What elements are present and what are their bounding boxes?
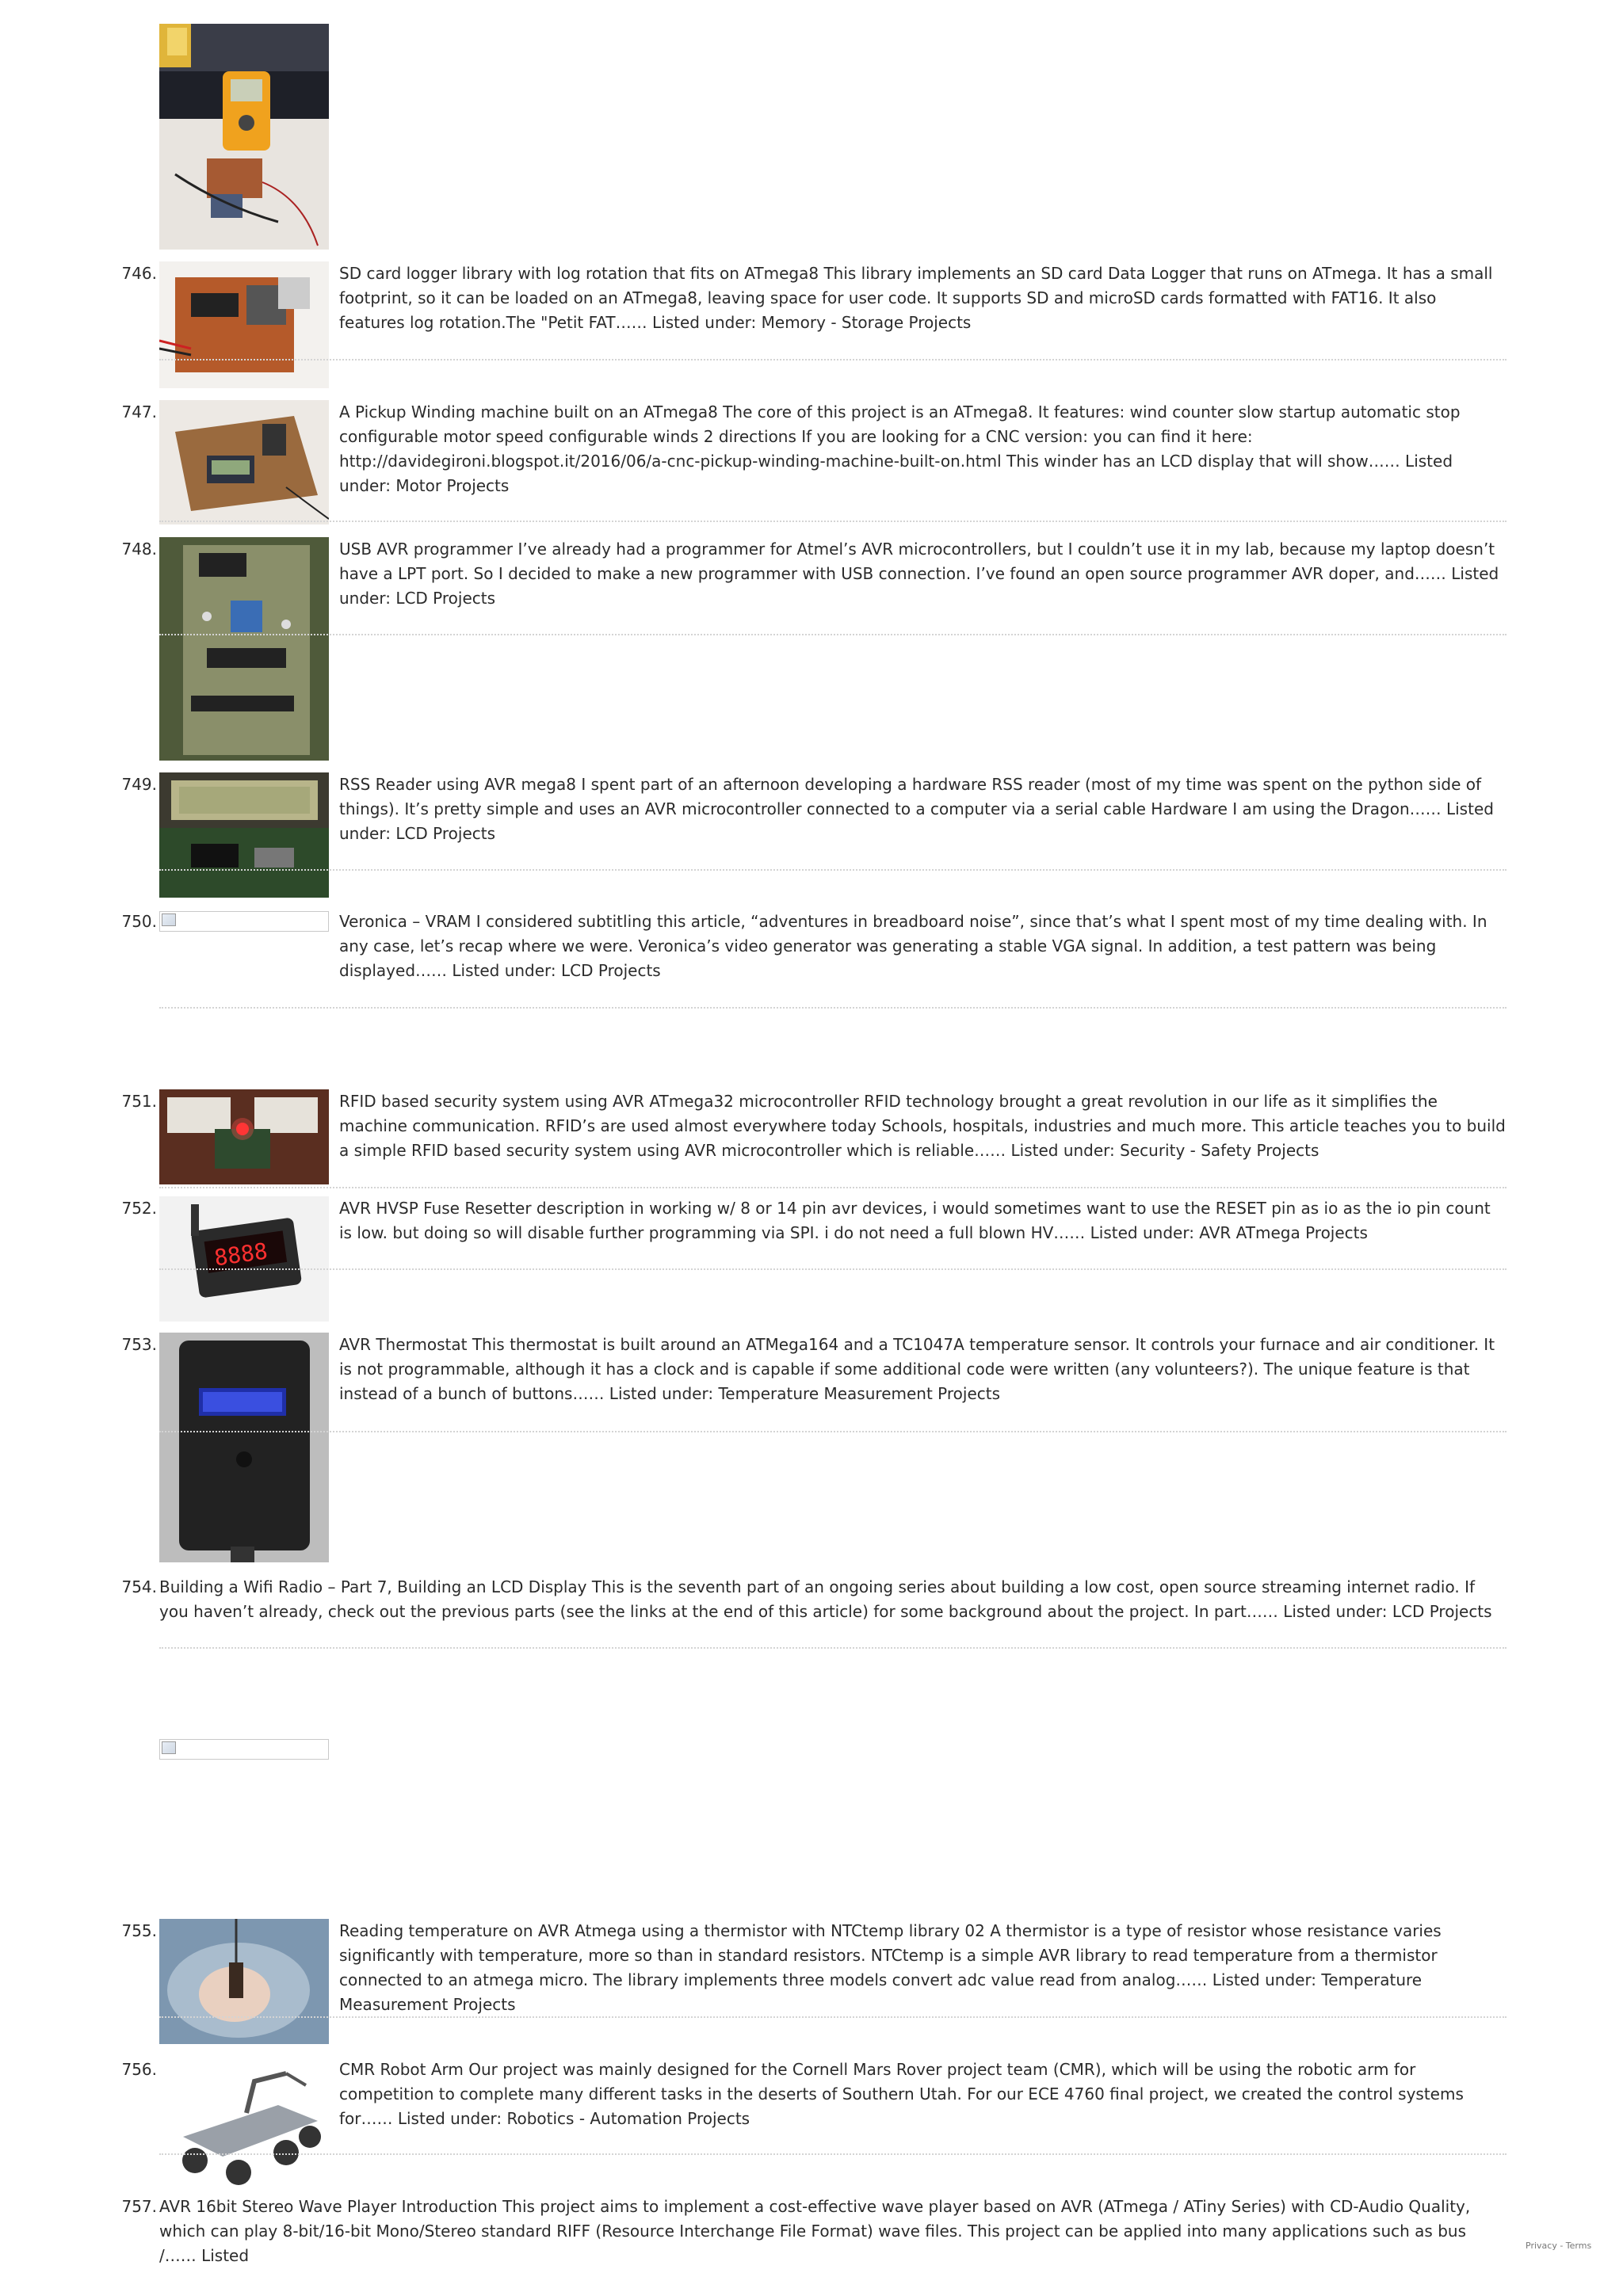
item-number: 751.: [121, 1092, 157, 1111]
item-description: Building a Wifi Radio – Part 7, Building an LCD Display This is the seventh part of an ongoing series about building a low cost, open source streaming internet radio. If you haven’t already, check out the previous parts (see the links at the end of this article) for some background about the project. In part…… Listed under: LCD Projects: [159, 1577, 1492, 1621]
multimeter-circuit-photo[interactable]: [159, 24, 329, 250]
item-number: 754.: [121, 1577, 157, 1596]
separator: [159, 359, 1507, 360]
separator: [159, 1647, 1507, 1649]
item-description: Veronica – VRAM I considered subtitling this article, “adventures in breadboard noise”, since that’s what I spent most of my time dealing with. In any case, let’s recap where we were. Veronica’s video generator was generating a stable VGA signal. In addition, a test pattern was being displayed…… Listed under: LCD Projects: [339, 912, 1487, 980]
separator: [159, 2153, 1507, 2155]
separator: [159, 634, 1507, 635]
rfid-security-system-photo[interactable]: [159, 1089, 329, 1184]
item-description: A Pickup Winding machine built on an ATmega8 The core of this project is an ATmega8. It features: wind counter slow startup automatic stop configurable motor speed configurable winds 2 directions If you are looking for a CNC version: you can find it here: http://davidegironi.blogspot.it/2016/06/a-cnc-pickup-winding-machine-built-on.html This winder has an LCD display that will show…… Listed under: Motor Projects: [339, 402, 1461, 495]
item-description: AVR Thermostat This thermostat is built around an ATMega164 and a TC1047A temperature sensor. It controls your furnace and air conditioner. It is not programmable, although it has a clock and is capable if some additional code were written (any volunteers?). The unique feature is that instead of a bunch of buttons…… Listed under: Temperature Measurement Projects: [339, 1335, 1495, 1403]
item-number: 749.: [121, 775, 157, 794]
separator: [159, 869, 1507, 871]
item-number: 746.: [121, 264, 157, 283]
rss-reader-lcd-photo[interactable]: [159, 772, 329, 898]
item-number: 750.: [121, 912, 157, 931]
item-description: RFID based security system using AVR ATmega32 microcontroller RFID technology brought a great revolution in our life as it simplifies the machine communication. RFID’s are used almost everywhere today Schools, hospitals, industries and much more. This article teaches you to build a simple RFID based security system using AVR microcontroller which is reliable…… Listed under: Security - Safety Projects: [339, 1092, 1506, 1160]
broken-image-icon[interactable]: [159, 1739, 329, 1760]
separator: [159, 1268, 1507, 1270]
item-description: RSS Reader using AVR mega8 I spent part of an afternoon developing a hardware RSS reader (most of my time was spent on the python side of things). It’s pretty simple and uses an AVR microcontroller connected to a computer via a serial cable Hardware I am using the Dragon…… Listed under: LCD Projects: [339, 775, 1494, 843]
item-number: 748.: [121, 540, 157, 559]
item-number: 757.: [121, 2197, 157, 2216]
item-description: Reading temperature on AVR Atmega using a thermistor with NTCtemp library 02 A thermistor is a type of resistor whose resistance varies significantly with temperature, more so than in standard resistors. NTCtemp is a simple AVR library to read temperature from a thermistor connected to an atmega micro. The library implements three models convert adc value read from analog…… Listed under: Temperature Measurement Projects: [339, 1921, 1442, 2014]
broken-image-icon[interactable]: [159, 911, 329, 932]
item-description: AVR HVSP Fuse Resetter description in working w/ 8 or 14 pin avr devices, i would sometimes want to use the RESET pin as io as the io pin count is low. but doing so will disable further programming via SPI. i do not need a full blown HV…… Listed under: AVR ATmega Projects: [339, 1199, 1491, 1242]
item-description: CMR Robot Arm Our project was mainly designed for the Cornell Mars Rover project team (CMR), which will be using the robotic arm for competition to complete many different tasks in the deserts of Southern Utah. For our ECE 4760 final project, we created the control systems for…… Listed under: Robotics - Automation Projects: [339, 2060, 1464, 2128]
item-number: 755.: [121, 1921, 157, 1940]
item-description: AVR 16bit Stereo Wave Player Introduction This project aims to implement a cost-effective wave player based on AVR (ATmega / ATiny Series) with CD-Audio Quality, which can play 8-bit/16-bit Mono/Stereo standard RIFF (Resource Interchange File Format) wave files. This project can be applied into many applications such as bus /…… Listed: [159, 2197, 1471, 2265]
sd-card-logger-photo[interactable]: [159, 261, 329, 388]
separator: [159, 1431, 1507, 1432]
thermistor-photo[interactable]: [159, 1919, 329, 2044]
item-number: 756.: [121, 2060, 157, 2079]
item-number: 752.: [121, 1199, 157, 1218]
separator: [159, 1187, 1507, 1188]
separator: [159, 521, 1507, 522]
pickup-winding-machine-photo[interactable]: [159, 400, 329, 524]
separator: [159, 1007, 1507, 1009]
svg-text:8888: 8888: [212, 1238, 269, 1272]
separator: [159, 2016, 1507, 2018]
usb-avr-programmer-photo[interactable]: [159, 537, 329, 761]
cmr-robot-arm-photo[interactable]: [159, 2058, 329, 2192]
item-description: SD card logger library with log rotation that fits on ATmega8 This library implements an SD card Data Logger that runs on ATmega. It has a small footprint, so it can be loaded on an ATmega8, leaving space for user code. It supports SD and microSD cards formatted with FAT16. It also features log rotation.The "Petit FAT…… Listed under: Memory - Storage Projects: [339, 264, 1493, 332]
item-number: 747.: [121, 402, 157, 421]
item-description: USB AVR programmer I’ve already had a programmer for Atmel’s AVR microcontrollers, but I couldn’t use it in my lab, because my laptop doesn’t have a LPT port. So I decided to make a new programmer with USB connection. I’ve found an open source programmer AVR doper, and…… Listed under: LCD Projects: [339, 540, 1499, 608]
hvsp-fuse-resetter-photo[interactable]: [159, 1196, 329, 1322]
item-number: 753.: [121, 1335, 157, 1354]
avr-thermostat-photo[interactable]: [159, 1333, 329, 1562]
recaptcha-terms-link[interactable]: Privacy - Terms: [1526, 2241, 1592, 2251]
